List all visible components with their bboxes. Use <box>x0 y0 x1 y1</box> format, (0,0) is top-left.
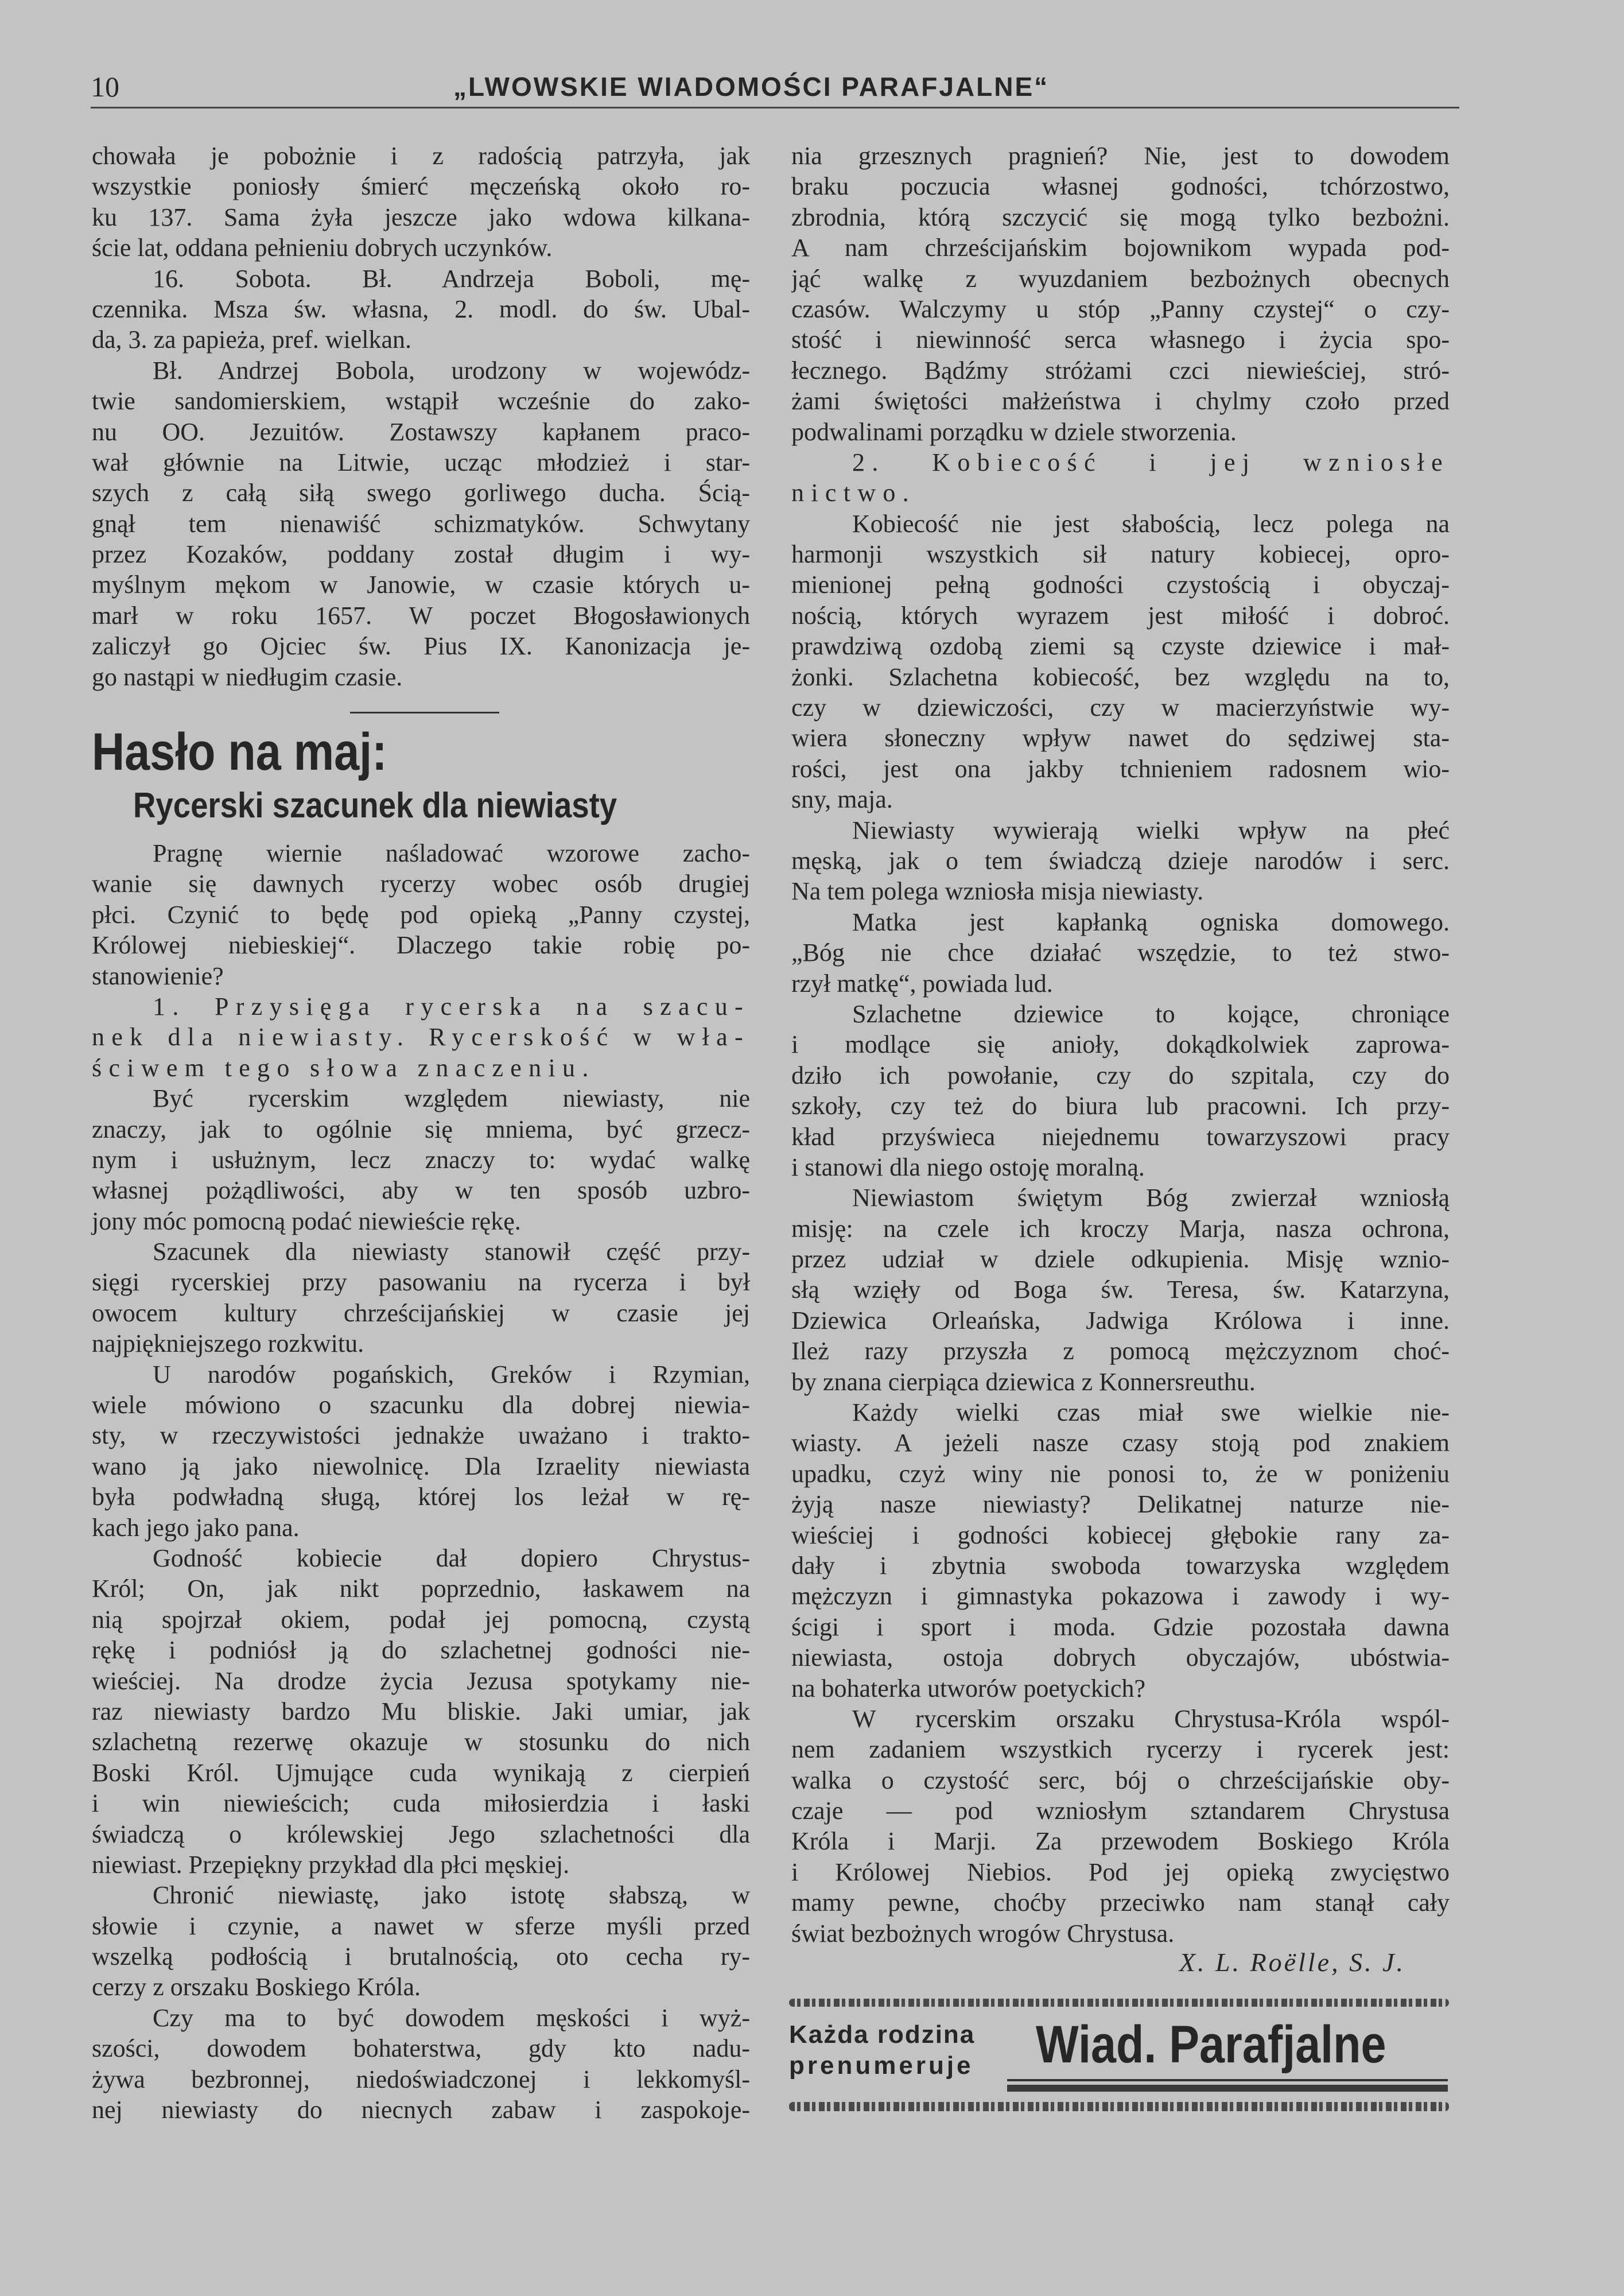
text-line: płci. Czynić to będę pod opieką „Panny czystej, <box>92 900 750 929</box>
right-column-article <box>791 141 1450 1949</box>
paragraph <box>92 838 750 991</box>
text-line: prawdziwą ozdobą ziemi są czyste dziewice i mał- <box>791 632 1450 661</box>
page-number: 10 <box>91 71 119 103</box>
text-line: mamy pewne, choćby przeciwko nam stanął cały <box>791 1888 1450 1917</box>
text-line: cerzy z orszaku Boskiego Króla. <box>92 1973 421 2002</box>
text-line: U narodów pogańskich, Greków i Rzymian, <box>153 1360 750 1389</box>
text-line: jony móc pomocną podać niewieście rękę. <box>92 1207 521 1235</box>
text-line: W rycerskim orszaku Chrystusa-Króla wspól- <box>852 1704 1450 1733</box>
text-line: A nam chrześcijańskim bojownikom wypada pod- <box>791 234 1450 262</box>
text-line: Boski Król. Ujmujące cuda wynikają z cierpień <box>92 1758 750 1787</box>
text-line: nek dla niewiasty. Rycerskość w wła- <box>92 1023 750 1052</box>
text-line: sty, w rzeczywistości jednakże uważano i trakto- <box>92 1421 750 1450</box>
paragraph <box>92 1880 750 2003</box>
paragraph <box>92 1083 750 1236</box>
paragraph <box>92 1359 750 1543</box>
paragraph <box>791 1704 1450 1949</box>
paragraph <box>791 1397 1450 1704</box>
text-line: słą wzięły od Boga św. Teresa, św. Katarzyna, <box>791 1275 1450 1304</box>
article-title: Rycerski szacunek dla niewiasty <box>133 786 617 825</box>
text-line: świadczą o królewskiej Jego szlachetności dla <box>92 1820 750 1848</box>
paragraph <box>791 907 1450 999</box>
paragraph <box>791 999 1450 1182</box>
text-line: czasów. Walczymy u stóp „Panny czystej“ o czy- <box>791 294 1450 323</box>
paragraph <box>92 2003 750 2126</box>
text-line: nictwo. <box>791 479 916 507</box>
paragraph <box>92 141 750 263</box>
text-line: żami świętości małżeństwa i chylmy czoło przed <box>791 387 1450 416</box>
text-line: myślnym mękom w Janowie, w czasie których u- <box>92 571 750 599</box>
text-line: Szlachetne dziewice to kojące, chroniące <box>852 999 1450 1028</box>
text-line: stość i niewinność serca własnego i życia spo- <box>791 325 1450 354</box>
text-line: chowała je pobożnie i z radością patrzyła, jak <box>92 142 750 170</box>
text-line: czy w dziewiczości, czy w macierzyństwie wy- <box>791 693 1450 722</box>
text-line: znaczy, jak to ogólnie się mniema, być grzecz- <box>92 1115 750 1143</box>
text-line: Ileż razy przyszła z pomocą mężczyznom choć- <box>791 1337 1450 1366</box>
text-line: Czy ma to być dowodem męskości i wyż- <box>153 2003 750 2032</box>
paragraph <box>92 991 750 1083</box>
text-line: nią spojrzał okiem, podał jej pomocną, czystą <box>92 1605 750 1634</box>
text-line: nu OO. Jezuitów. Zostawszy kapłanem praco- <box>92 417 750 446</box>
text-line: czaje — pod wzniosłym sztandarem Chrystusa <box>791 1797 1450 1825</box>
paragraph <box>791 141 1450 447</box>
text-line: Na tem polega wzniosła misja niewiasty. <box>791 877 1204 906</box>
left-column-calendar <box>92 141 750 692</box>
advert-rule-thin <box>1007 2079 1448 2081</box>
text-line: wszystkie poniosły śmierć męczeńską około ro- <box>92 172 750 201</box>
text-line: niewiast. Przepiękny przykład dla płci męskiej. <box>92 1850 570 1879</box>
advert-line-1: Każda rodzina <box>789 2020 976 2049</box>
text-line: dziło ich powołanie, czy do szpitala, czy do <box>791 1061 1450 1089</box>
text-line: misję: na czele ich kroczy Marja, nasza ochrona, <box>791 1214 1450 1243</box>
text-line: wieściej i godności kobiecej głębokie rany za- <box>791 1521 1450 1549</box>
text-line: kład przyświeca niejednemu towarzyszowi pracy <box>791 1122 1450 1151</box>
text-line: wanie się dawnych rycerzy wobec osób drugiej <box>92 870 750 898</box>
text-line: Matka jest kapłanką ogniska domowego. <box>852 907 1450 936</box>
author-signature: X. L. Roëlle, S. J. <box>1179 1948 1405 1977</box>
text-line: Kobiecość nie jest słabością, lecz polega na <box>852 509 1450 538</box>
text-line: słowie i czynie, a nawet w sferze myśli przed <box>92 1911 750 1940</box>
header-rule <box>91 107 1459 108</box>
text-line: czennika. Msza św. własna, 2. modl. do św. Ubal- <box>92 294 750 323</box>
advert-title: Wiad. Parafjalne <box>1036 2015 1386 2074</box>
advert-rule-thick <box>1007 2085 1448 2092</box>
text-line: sny, maja. <box>791 785 893 814</box>
text-line: raz niewiasty bardzo Mu bliskie. Jaki umiar, jak <box>92 1697 750 1725</box>
advert-line-2: prenumeruje <box>789 2051 974 2080</box>
text-line: rękę i podniósł ją do szlachetnej godności nie- <box>92 1636 750 1665</box>
paragraph <box>791 815 1450 907</box>
text-line: mężczyzn i gimnastyka pokazowa i zawody i wy- <box>791 1582 1450 1611</box>
text-line: 2. Kobiecość i jej wzniosłe <box>852 448 1450 476</box>
paragraph <box>92 1543 750 1880</box>
text-line: ścigi i sport i moda. Gdzie pozostała dawna <box>791 1612 1450 1641</box>
text-line: Pragnę wiernie naśladować wzorowe zacho- <box>153 839 750 867</box>
text-line: szości, dowodem bohaterstwa, gdy kto nadu- <box>92 2034 750 2063</box>
text-line: przez udział w dziele odkupienia. Misję wznio- <box>791 1245 1450 1274</box>
text-line: podwalinami porządku w dziele stworzenia. <box>791 417 1237 446</box>
text-line: kach jego jako pana. <box>92 1513 300 1542</box>
paragraph <box>791 509 1450 815</box>
text-line: nością, których wyrazem jest miłość i dobroć. <box>791 601 1450 630</box>
text-line: marł w roku 1657. W poczet Błogosławionych <box>92 601 750 630</box>
text-line: Niewiastom świętym Bóg zwierzał wzniosłą <box>852 1184 1450 1212</box>
text-line: i stanowi dla niego ostoję moralną. <box>791 1153 1145 1181</box>
text-line: jąć walkę z wyuzdaniem bezbożnych obecnych <box>791 264 1450 293</box>
text-line: wiera słoneczny wpływ nawet do sędziwej sta- <box>791 724 1450 753</box>
text-line: nem zadaniem wszystkich rycerzy i rycerek jest: <box>791 1735 1450 1764</box>
text-line: wieściej. Na drodze życia Jezusa spotykamy nie- <box>92 1666 750 1695</box>
text-line: łecznego. Bądźmy stróżami czci niewieściej, stró- <box>791 356 1450 385</box>
paragraph <box>92 1236 750 1359</box>
text-line: szych z całą siłą swego gorliwego ducha. Ścią- <box>92 479 750 507</box>
text-line: męską, jak o tem świadczą dzieje narodów i serc. <box>791 846 1450 875</box>
text-line: zbrodnia, którą szczycić się mogą tylko bezbożni. <box>791 203 1450 231</box>
text-line: własnej pożądliwości, aby w ten sposób uzbro- <box>92 1176 750 1205</box>
text-line: Być rycerskim względem niewiasty, nie <box>153 1084 750 1113</box>
ornamental-border-top <box>789 1999 1449 2007</box>
text-line: braku poczucia własnej godności, tchórzostwo, <box>791 172 1450 201</box>
text-line: Godność kobiecie dał dopiero Chrystus- <box>153 1543 750 1572</box>
text-line: by znana cierpiąca dziewica z Konnersreuthu. <box>791 1367 1256 1396</box>
text-line: Dziewica Orleańska, Jadwiga Królowa i inne. <box>791 1306 1450 1335</box>
text-line: Szacunek dla niewiasty stanowił część przy- <box>153 1238 750 1266</box>
text-line: dały i zbytnia swoboda towarzyska względem <box>791 1551 1450 1580</box>
section-divider <box>350 712 499 713</box>
text-line: walka o czystość serc, bój o chrześcijańskie oby- <box>791 1766 1450 1794</box>
text-line: rzył matkę“, powiada lud. <box>791 969 1053 998</box>
paragraph <box>92 355 750 692</box>
text-line: wał głównie na Litwie, ucząc młodzież i star- <box>92 448 750 476</box>
text-line: najpiękniejszego rozkwitu. <box>92 1329 364 1358</box>
text-line: wiasty. A jeżeli nasze czasy stoją pod znakiem <box>791 1429 1450 1457</box>
text-line: 1. Przysięga rycerska na szacu- <box>153 992 750 1021</box>
text-line: owocem kultury chrześcijańskiej w czasie jej <box>92 1298 750 1327</box>
text-line: wszelką podłością i brutalnością, oto cecha ry- <box>92 1942 750 1971</box>
text-line: Bł. Andrzej Bobola, urodzony w wojewódz- <box>153 356 750 385</box>
text-line: nia grzesznych pragnień? Nie, jest to dowodem <box>791 142 1450 170</box>
section-heading: Hasło na maj: <box>92 723 387 781</box>
text-line: żywa bezbronnej, niedoświadczonej i lekkomyśl- <box>92 2065 750 2093</box>
text-line: była podwładną sługą, której los leżał w rę- <box>92 1483 750 1511</box>
text-line: na bohaterka utworów poetyckich? <box>791 1674 1145 1702</box>
text-line: ku 137. Sama żyła jeszcze jako wdowa kilkana- <box>92 203 750 231</box>
text-line: nej niewiasty do niecnych zabaw i zaspokoje- <box>92 2096 750 2124</box>
text-line: upadku, czyż winy nie ponosi to, że w poniżeniu <box>791 1459 1450 1488</box>
text-line: ście lat, oddana pełnieniu dobrych uczynków. <box>92 234 553 262</box>
text-line: Króla i Marji. Za przewodem Boskiego Króla <box>791 1827 1450 1856</box>
text-line: da, 3. za papieża, pref. wielkan. <box>92 325 412 354</box>
text-line: sięgi rycerskiej przy pasowaniu na rycerza i był <box>92 1268 750 1297</box>
text-line: stanowienie? <box>92 961 224 990</box>
text-line: ściwem tego słowa znaczeniu. <box>92 1053 596 1082</box>
text-line: świat bezbożnych wrogów Chrystusa. <box>791 1919 1175 1948</box>
left-column-article <box>92 838 750 2125</box>
text-line: i Królowej Niebios. Pod jej opieką zwycięstwo <box>791 1857 1450 1886</box>
text-line: Królowej niebieskiej“. Dlaczego takie robię po- <box>92 931 750 960</box>
text-line: żonki. Szlachetna kobiecość, bez względu na to, <box>791 662 1450 691</box>
text-line: i modlące się anioły, dokądkolwiek zaprowa- <box>791 1030 1450 1059</box>
text-line: niewiasta, ostoja dobrych obyczajów, ubóstwia- <box>791 1643 1450 1672</box>
text-line: 16. Sobota. Bł. Andrzeja Boboli, mę- <box>153 264 750 293</box>
running-header-title: „LWOWSKIE WIADOMOŚCI PARAFJALNE“ <box>453 72 1050 102</box>
text-line: „Bóg nie chce działać wszędzie, to też stwo- <box>791 938 1450 967</box>
paragraph <box>791 1182 1450 1397</box>
text-line: harmonji wszystkich sił natury kobiecej, opro- <box>791 540 1450 569</box>
text-line: Król; On, jak nikt poprzednio, łaskawem na <box>92 1574 750 1603</box>
paragraph <box>92 263 750 355</box>
text-line: i win niewieścich; cuda miłosierdzia i łaski <box>92 1789 750 1818</box>
text-line: żyją nasze niewiasty? Delikatnej naturze nie- <box>791 1490 1450 1519</box>
text-line: Chronić niewiastę, jako istotę słabszą, w <box>153 1881 750 1910</box>
text-line: nym i usłużnym, lecz znaczy to: wydać walkę <box>92 1145 750 1174</box>
text-line: gnął tem nienawiść schizmatyków. Schwytany <box>92 509 750 538</box>
text-line: twie sandomierskiem, wstąpił wcześnie do zako- <box>92 387 750 416</box>
text-line: szkoły, czy też do biura lub pracowni. Ich przy- <box>791 1092 1450 1120</box>
paragraph <box>791 447 1450 509</box>
text-line: zaliczył go Ojciec św. Pius IX. Kanonizacja je- <box>92 632 750 661</box>
text-line: Każdy wielki czas miał swe wielkie nie- <box>852 1398 1450 1427</box>
text-line: wiele mówiono o szacunku dla dobrej niewia- <box>92 1391 750 1420</box>
text-line: go nastąpi w niedługim czasie. <box>92 662 403 691</box>
text-line: rości, jest ona jakby tchnieniem radosnem wio- <box>791 754 1450 783</box>
text-line: szlachetną rezerwę okazuje w stosunku do nich <box>92 1728 750 1756</box>
text-line: wano ją jako niewolnicę. Dla Izraelity niewiasta <box>92 1452 750 1480</box>
text-line: przez Kozaków, poddany został długim i wy- <box>92 540 750 569</box>
text-line: Niewiasty wywierają wielki wpływ na płeć <box>852 816 1450 844</box>
ornamental-border-bottom <box>789 2102 1449 2111</box>
text-line: mienionej pełną godności czystością i obyczaj- <box>791 571 1450 599</box>
